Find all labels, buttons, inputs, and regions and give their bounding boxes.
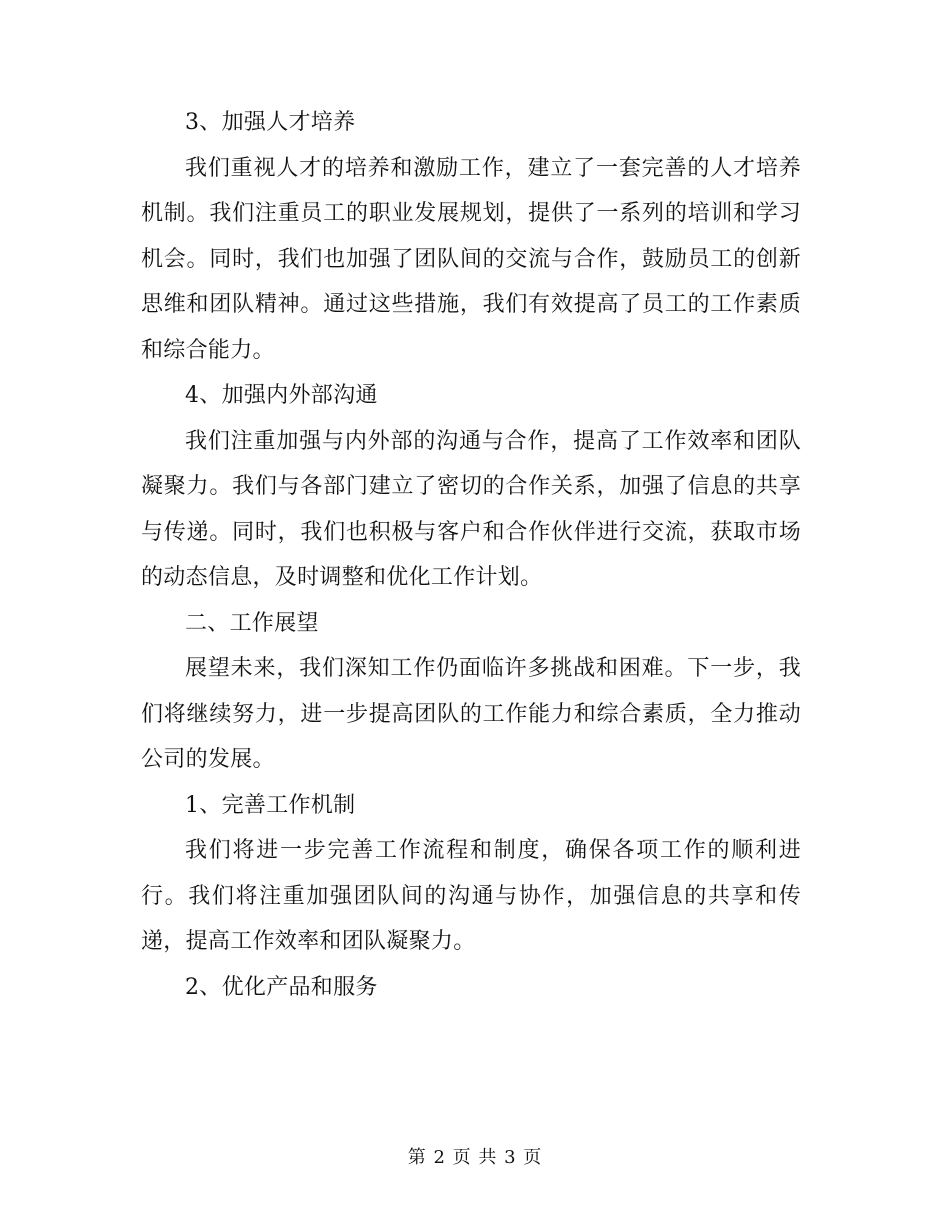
section-heading-optimize-products: 2、优化产品和服务: [185, 974, 378, 1000]
section-heading-work-outlook: 二、工作展望: [185, 610, 319, 636]
document-body: [141, 100, 801, 1010]
paragraph-communication: 我们注重加强与内外部的沟通与合作，提高了工作效率和团队凝聚力。我们与各部门建立了密切的合作关系，加强了信息的共享与传递。同时，我们也积极与客户和合作伙伴进行交流，获取市场的动态信息，及时调整和优化工作计划。: [141, 428, 801, 590]
page-number-footer: 第 2 页 共 3 页: [407, 1147, 543, 1168]
section-heading-talent-training: 3、加强人才培养: [185, 110, 356, 135]
paragraph-work-outlook: 展望未来，我们深知工作仍面临许多挑战和困难。下一步，我们将继续努力，进一步提高团队的工作能力和综合素质，全力推动公司的发展。: [141, 656, 801, 772]
paragraph-talent-training: 我们重视人才的培养和激励工作，建立了一套完善的人才培养机制。我们注重员工的职业发展规划，提供了一系列的培训和学习机会。同时，我们也加强了团队间的交流与合作，鼓励员工的创新思维和团队精神。通过这些措施，我们有效提高了员工的工作素质和综合能力。: [141, 155, 801, 363]
section-heading-improve-mechanism: 1、完善工作机制: [185, 792, 356, 818]
section-heading-communication: 4、加强内外部沟通: [185, 383, 378, 408]
paragraph-improve-mechanism: 我们将进一步完善工作流程和制度，确保各项工作的顺利进行。我们将注重加强团队间的沟通与协作，加强信息的共享和传递，提高工作效率和团队凝聚力。: [141, 838, 801, 954]
